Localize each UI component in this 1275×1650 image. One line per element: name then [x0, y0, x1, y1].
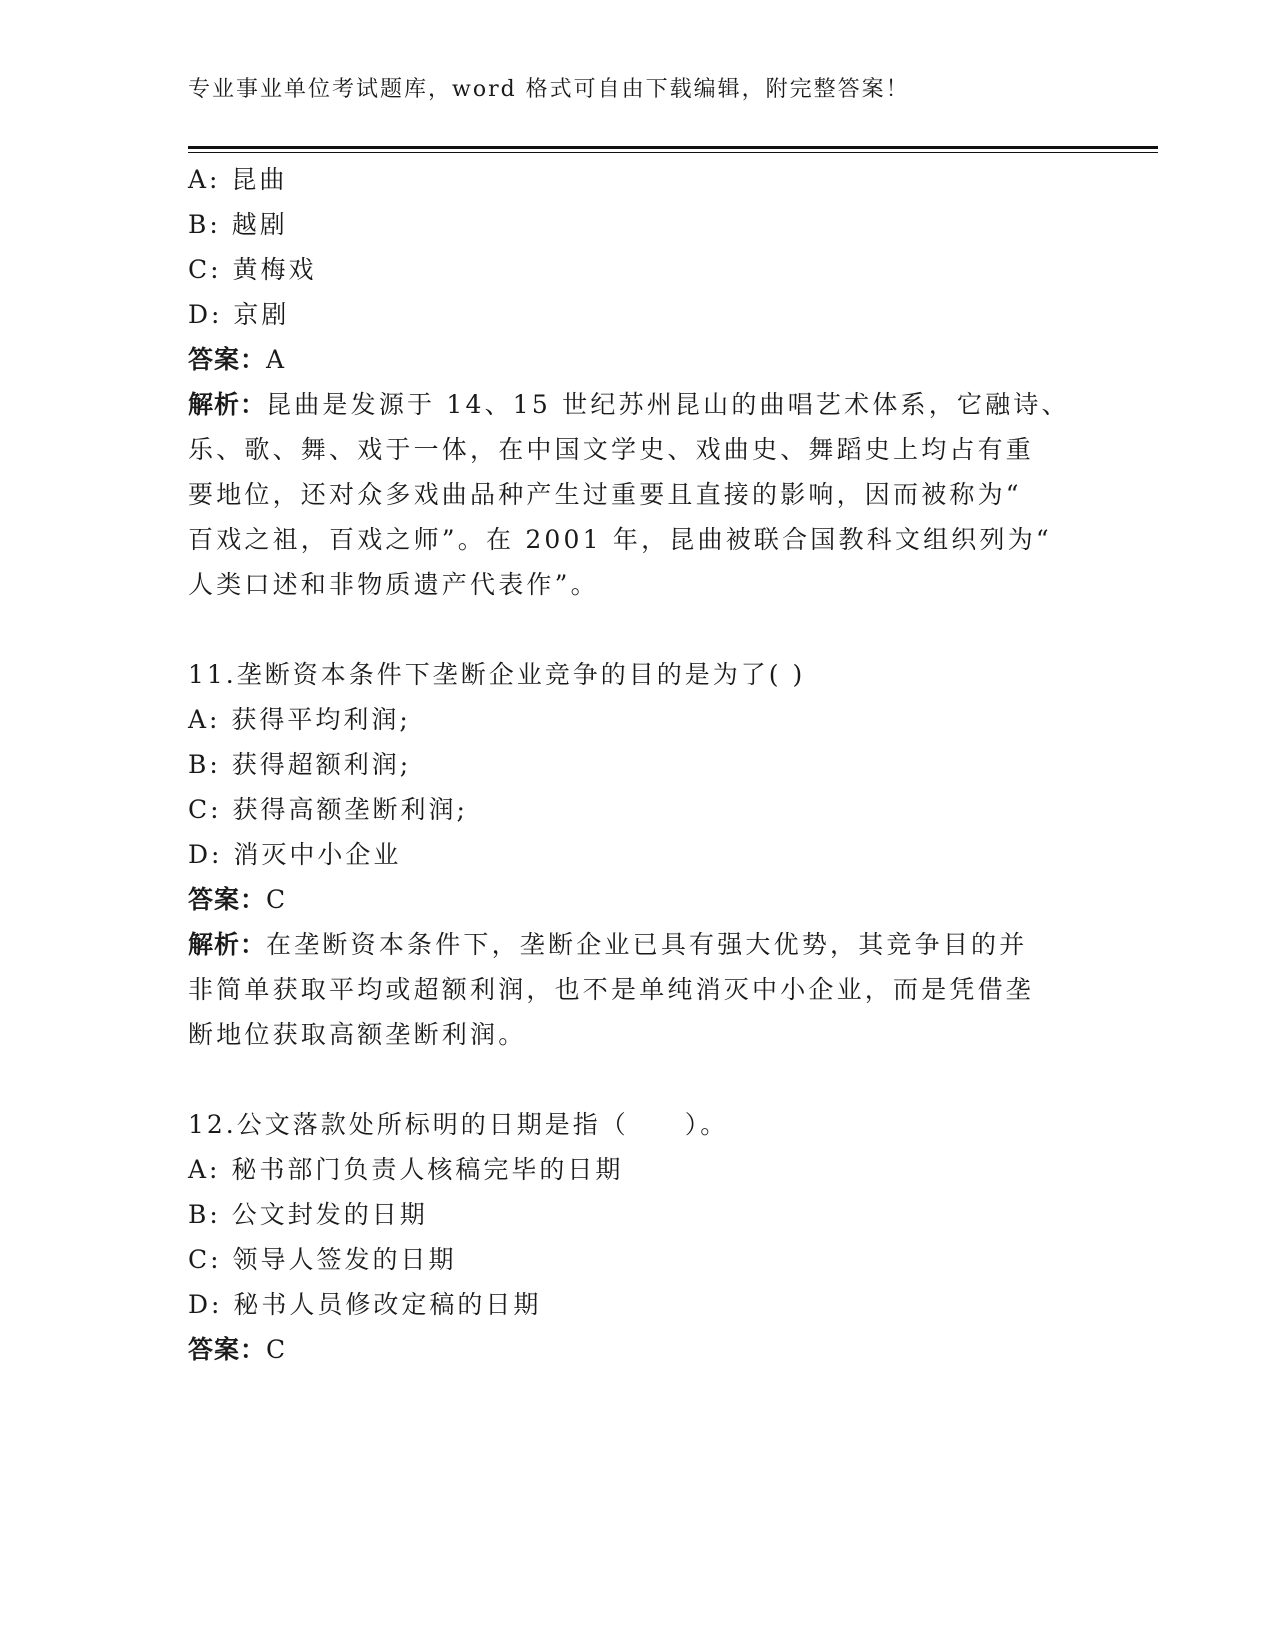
option-d: D: 京剧 — [188, 300, 290, 329]
explanation-line: 断地位获取高额垄断利润。 — [188, 1020, 527, 1049]
option-c: C: 黄梅戏 — [188, 255, 317, 284]
answer-value: A — [266, 345, 288, 374]
explanation-line: 要地位，还对众多戏曲品种产生过重要且直接的影响，因而被称为“ — [188, 480, 1022, 509]
explanation-line — [188, 382, 1088, 427]
option-b: B: 越剧 — [188, 210, 288, 239]
header-rule-thick — [188, 146, 1158, 149]
option-a: A: 昆曲 — [188, 165, 288, 194]
option-d: D: 消灭中小企业 — [188, 840, 402, 869]
question-text: 12.公文落款处所标明的日期是指（ ）。 — [188, 1110, 729, 1139]
option-c: C: 获得高额垄断利润; — [188, 795, 468, 824]
option-b: B: 获得超额利润; — [188, 750, 412, 779]
explanation — [188, 922, 1088, 1057]
answer-line — [188, 1327, 1088, 1372]
answer-value: C — [266, 885, 289, 914]
explanation — [188, 382, 1088, 607]
spacer — [188, 607, 1088, 652]
option-b: B: 公文封发的日期 — [188, 1200, 428, 1229]
option-a: A: 秘书部门负责人核稿完毕的日期 — [188, 1155, 624, 1184]
option-c: C: 领导人签发的日期 — [188, 1245, 457, 1274]
question-10 — [188, 157, 1088, 607]
answer-line — [188, 337, 1088, 382]
explanation-line: 百戏之祖，百戏之师”。在 2001 年，昆曲被联合国教科文组织列为“ — [188, 525, 1052, 554]
option-a: A: 获得平均利润; — [188, 705, 411, 734]
explanation-line: 非简单获取平均或超额利润，也不是单纯消灭中小企业，而是凭借垄 — [188, 975, 1035, 1004]
answer-label: 答案： — [188, 885, 267, 914]
answer-label: 答案： — [188, 345, 267, 374]
spacer — [188, 1057, 1088, 1102]
answer-label: 答案： — [188, 1335, 267, 1364]
question-text: 11.垄断资本条件下垄断企业竞争的目的是为了( ) — [188, 660, 806, 689]
explanation-text: 在垄断资本条件下，垄断企业已具有强大优势，其竞争目的并 — [266, 930, 1028, 959]
explanation-text: 昆曲是发源于 14、15 世纪苏州昆山的曲唱艺术体系，它融诗、 — [266, 390, 1070, 419]
explanation-label: 解析： — [188, 390, 267, 419]
explanation-line: 人类口述和非物质遗产代表作”。 — [188, 570, 599, 599]
question-11 — [188, 652, 1088, 1057]
header-rule-thin — [188, 152, 1158, 153]
explanation-line — [188, 922, 1088, 967]
answer-value: C — [266, 1335, 289, 1364]
explanation-line: 乐、歌、舞、戏于一体，在中国文学史、戏曲史、舞蹈史上均占有重 — [188, 435, 1035, 464]
document-body — [188, 157, 1088, 1372]
explanation-label: 解析： — [188, 930, 267, 959]
question-12 — [188, 1102, 1088, 1372]
answer-line — [188, 877, 1088, 922]
option-d: D: 秘书人员修改定稿的日期 — [188, 1290, 542, 1319]
page-header: 专业事业单位考试题库，word 格式可自由下载编辑，附完整答案！ — [188, 77, 910, 102]
